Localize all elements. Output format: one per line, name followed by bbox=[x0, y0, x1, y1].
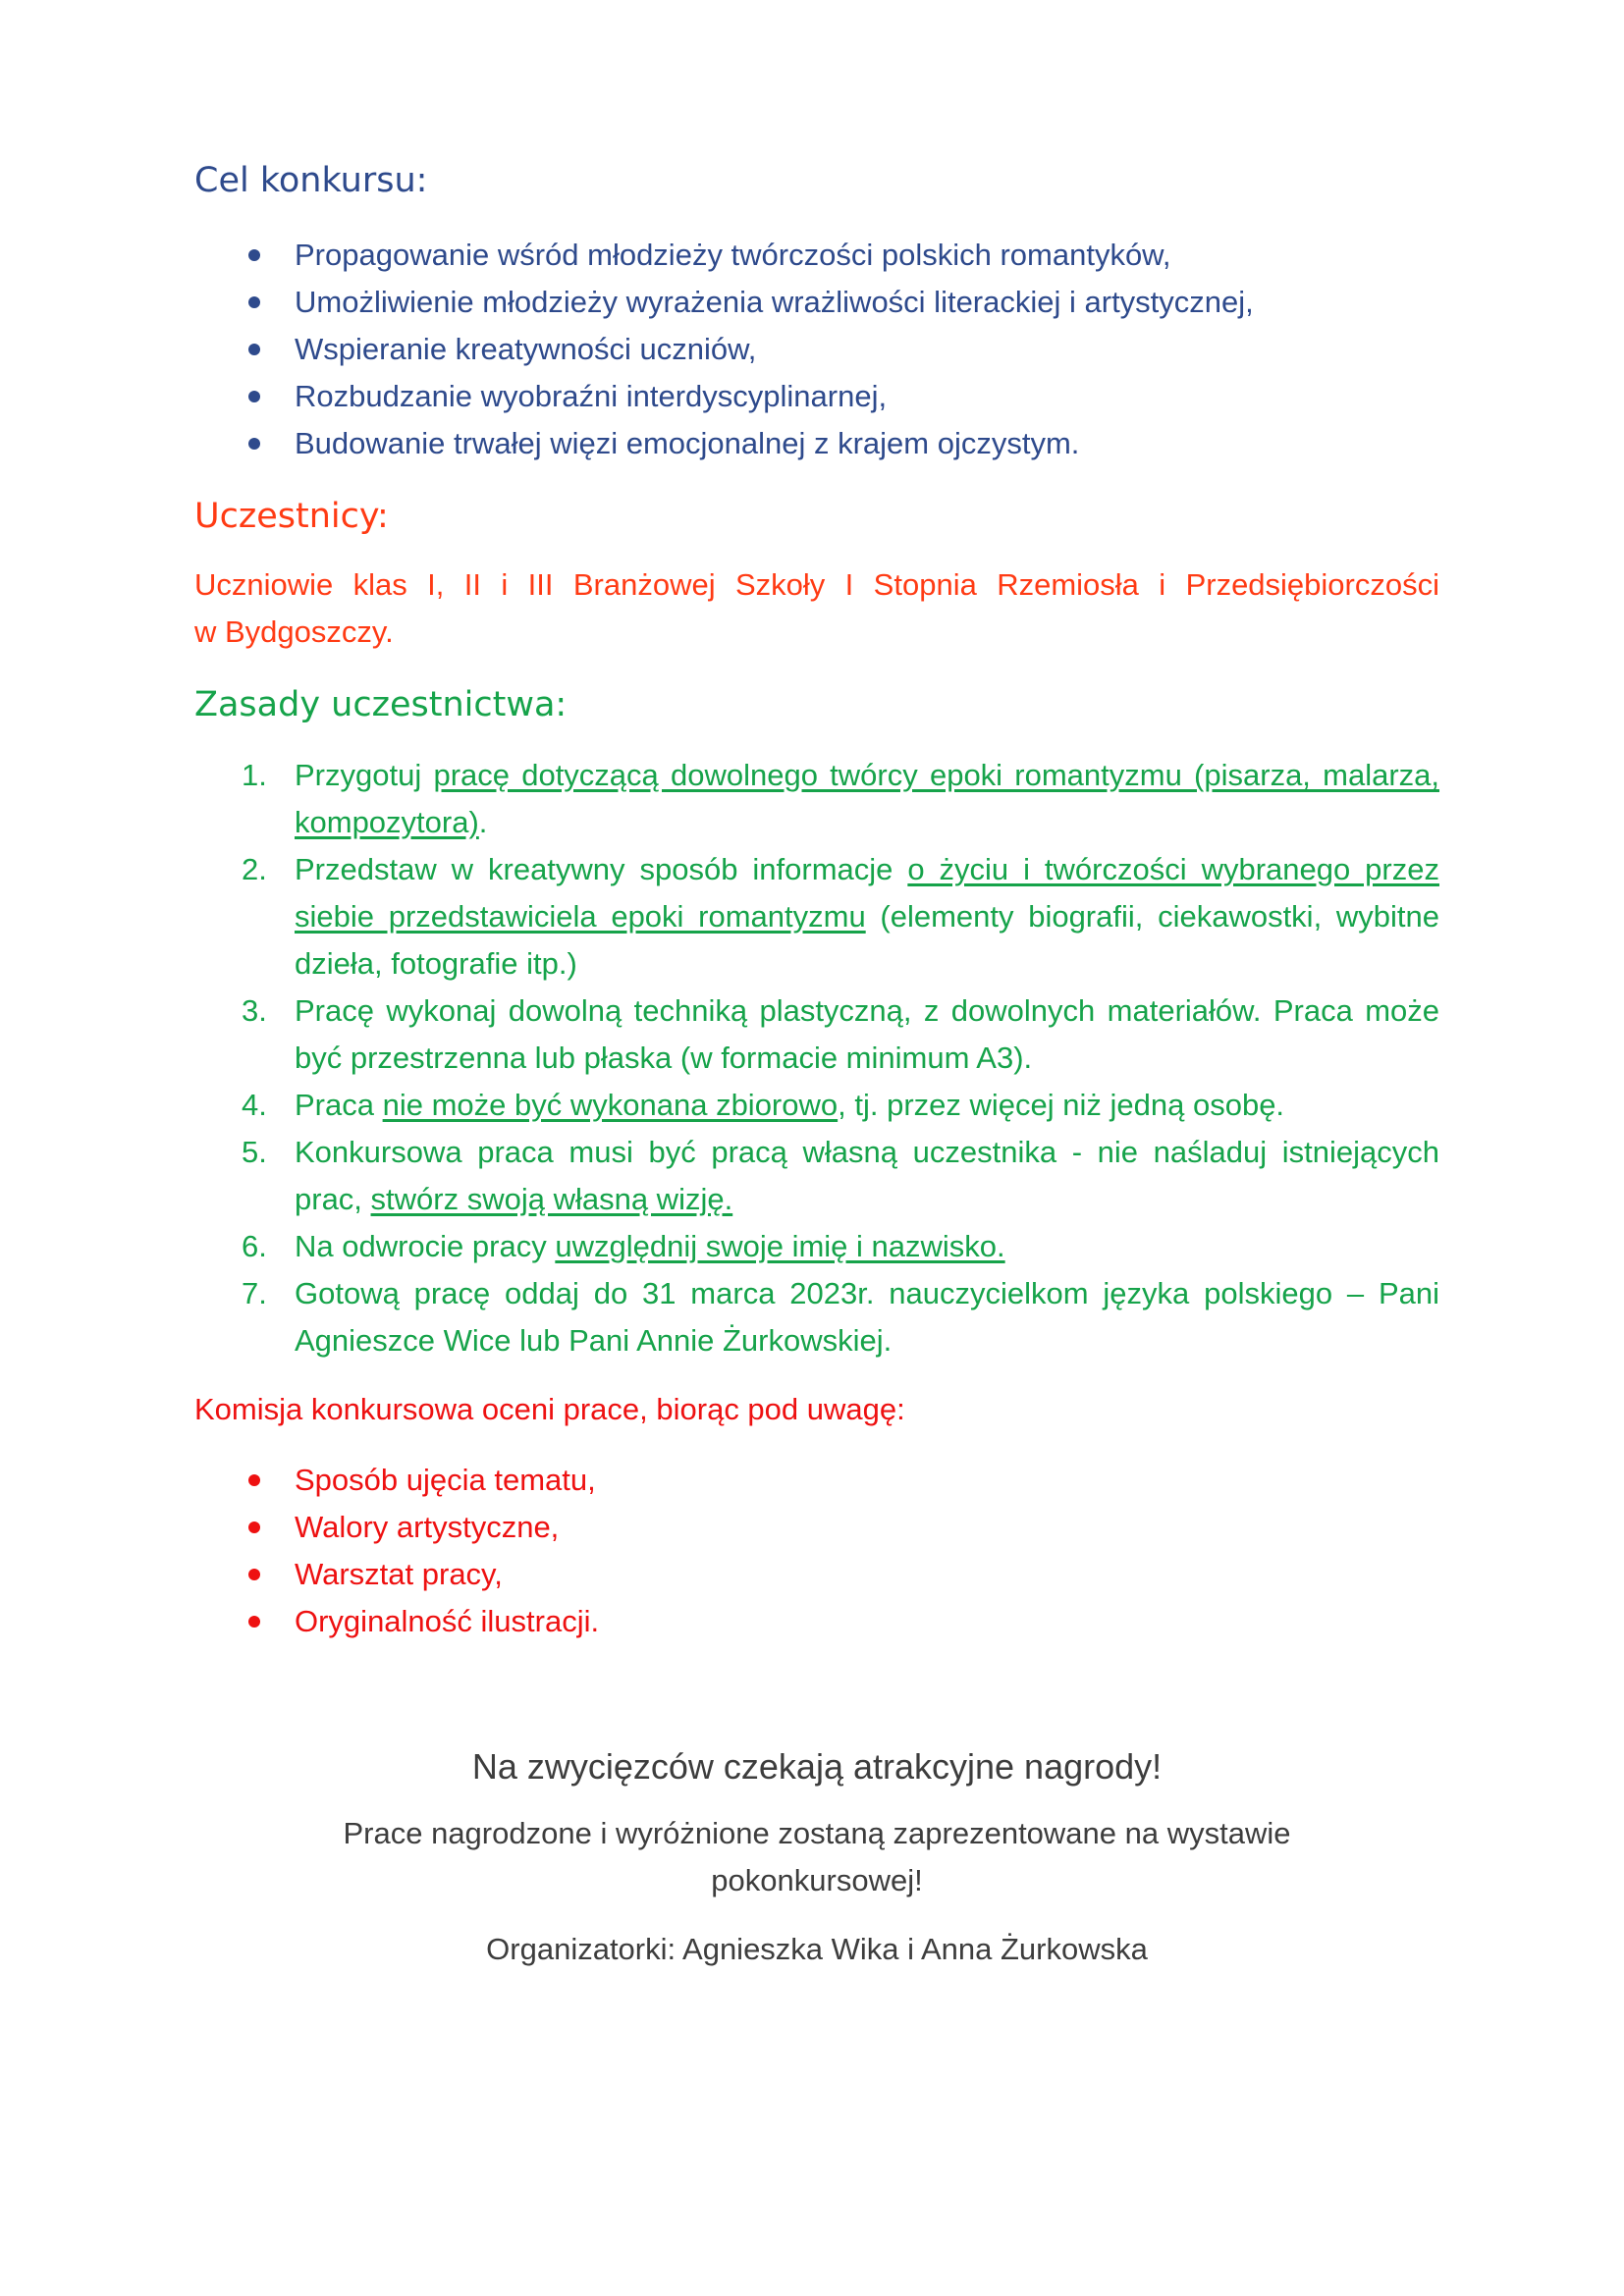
list-item: 2. Przedstaw w kreatywny sposób informacje o życiu i twórczości wybranego przez siebie przedstawiciela epoki romantyzmu (elementy biografii, ciekawostki, wybitne dzieła, fotografie itp.) bbox=[242, 852, 1439, 981]
jury-intro: Komisja konkursowa oceni prace, biorąc pod uwagę: bbox=[194, 1392, 905, 1426]
jury-criteria-list bbox=[194, 1457, 1439, 1645]
list-item: Wspieranie kreatywności uczniów, bbox=[194, 326, 1439, 373]
document-page bbox=[194, 157, 1439, 1973]
organizers: Organizatorki: Agnieszka Wika i Anna Żurkowska bbox=[486, 1932, 1148, 1966]
list-item: Walory artystyczne, bbox=[194, 1504, 1439, 1551]
goal-list bbox=[194, 232, 1439, 467]
prizes-announcement: Na zwycięzców czekają atrakcyjne nagrody! bbox=[471, 1746, 1163, 1787]
goal-heading: Cel konkursu: bbox=[194, 161, 428, 200]
rules-heading: Zasady uczestnictwa: bbox=[194, 685, 568, 724]
list-item: 7. Gotową pracę oddaj do 31 marca 2023r. nauczycielkom języka polskiego – Pani Agnieszce Wice lub Pani Annie Żurkowskiej. bbox=[242, 1276, 1439, 1358]
bullet-icon bbox=[248, 249, 260, 261]
bullet-icon bbox=[248, 1569, 260, 1580]
bullet-icon bbox=[248, 296, 260, 308]
list-item: Rozbudzanie wyobraźni interdyscyplinarnej, bbox=[194, 373, 1439, 420]
list-item: 1. Przygotuj pracę dotyczącą dowolnego twórcy epoki romantyzmu (pisarza, malarza, kompozytora). bbox=[242, 758, 1440, 839]
bullet-icon bbox=[248, 1522, 260, 1533]
list-item: Warsztat pracy, bbox=[194, 1551, 1439, 1598]
list-item: Propagowanie wśród młodzieży twórczości polskich romantyków, bbox=[194, 232, 1439, 279]
list-item: Budowanie trwałej więzi emocjonalnej z krajem ojczystym. bbox=[194, 420, 1439, 467]
list-item: 6. Na odwrocie pracy uwzględnij swoje imię i nazwisko. bbox=[242, 1229, 1005, 1263]
list-item: 3. Pracę wykonaj dowolną techniką plastyczną, z dowolnych materiałów. Praca może być przestrzenna lub płaska (w formacie minimum A3). bbox=[242, 993, 1439, 1075]
rules-list bbox=[194, 752, 1439, 1364]
list-item: Oryginalność ilustracji. bbox=[194, 1598, 1439, 1645]
list-item: 5. Konkursowa praca musi być pracą własną uczestnika - nie naśladuj istniejących prac, stwórz swoją własną wizję. bbox=[242, 1135, 1439, 1216]
bullet-icon bbox=[248, 1616, 260, 1628]
list-item: Umożliwienie młodzieży wyrażenia wrażliwości literackiej i artystycznej, bbox=[194, 279, 1439, 326]
bullet-icon bbox=[248, 438, 260, 450]
exhibition-note: Prace nagrodzone i wyróżnione zostaną zaprezentowane na wystawie pokonkursowej! bbox=[343, 1816, 1291, 1897]
list-item: Sposób ujęcia tematu, bbox=[194, 1457, 1439, 1504]
bullet-icon bbox=[248, 1474, 260, 1486]
participants-heading: Uczestnicy: bbox=[194, 497, 389, 536]
bullet-icon bbox=[248, 391, 260, 402]
participants-text: Uczniowie klas I, II i III Branżowej Szkoły I Stopnia Rzemiosła i Przedsiębiorczości w Bydgoszczy. bbox=[194, 567, 1439, 649]
bullet-icon bbox=[248, 344, 260, 355]
list-item: 4. Praca nie może być wykonana zbiorowo, tj. przez więcej niż jedną osobę. bbox=[242, 1088, 1285, 1122]
